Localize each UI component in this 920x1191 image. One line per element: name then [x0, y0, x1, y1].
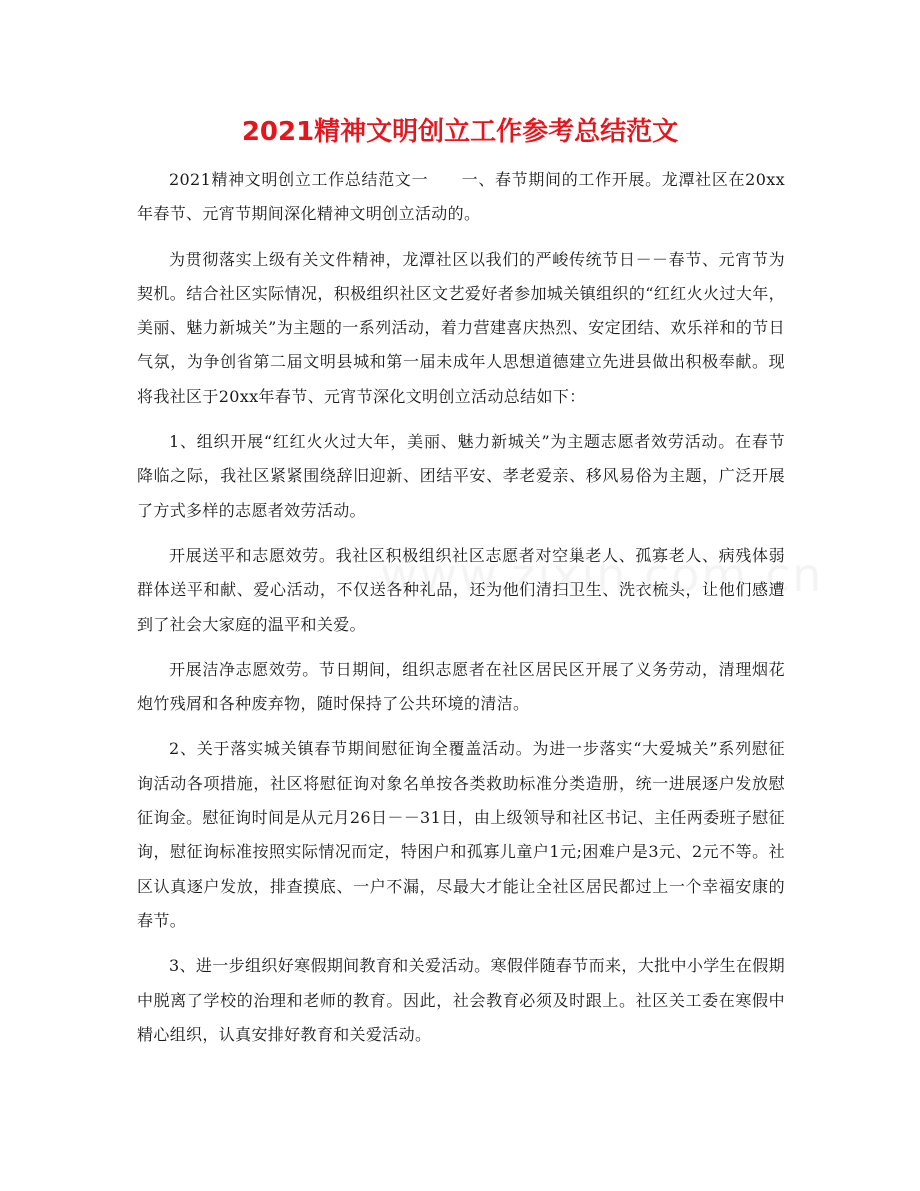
document-title: 2021精神文明创立工作参考总结范文 [241, 117, 679, 147]
document-body [137, 163, 785, 1063]
paragraph-1: 2021精神文明创立工作总结范文一 一、春节期间的工作开展。龙潭社区在20xx年春节、元宵节期间深化精神文明创立活动的。 [137, 170, 785, 224]
paragraph-7: 3、进一步组织好寒假期间教育和关爱活动。寒假伴随春节而来，大批中小学生在假期中脱离了学校的治理和老师的教育。因此，社会教育必须及时跟上。社区关工委在寒假中精心组织，认真安排好教育和关爱活动。 [137, 956, 785, 1044]
paragraph-6: 2、关于落实城关镇春节期间慰征询全覆盖活动。为进一步落实“大爱城关”系列慰征询活动各项措施，社区将慰征询对象名单按各类救助标准分类造册，统一进展逐户发放慰征询金。慰征询时间是从元月26日－－31日，由上级领导和社区书记、主任两委班子慰征询，慰征询标准按照实际情况而定，特困户和孤寡儿童户1元;困难户是3元、2元不等。社区认真逐户发放，排查摸底、一户不漏，尽最大才能让全社区居民都过上一个幸福安康的春节。 [137, 739, 785, 930]
paragraph-2: 为贯彻落实上级有关文件精神，龙潭社区以我们的严峻传统节日－－春节、元宵节为契机。结合社区实际情况，积极组织社区文艺爱好者参加城关镇组织的“红红火火过大年，美丽、魅力新城关”为主题的一系列活动，着力营建喜庆热烈、安定团结、欢乐祥和的节日气氛，为争创省第二届文明县城和第一届未成年人思想道德建立先进县做出积极奉献。现将我社区于20xx年春节、元宵节深化文明创立活动总结如下： [137, 249, 785, 406]
paragraph-3: 1、组织开展“红红火火过大年，美丽、魅力新城关”为主题志愿者效劳活动。在春节降临之际，我社区紧紧围绕辞旧迎新、团结平安、孝老爱亲、移风易俗为主题，广泛开展了方式多样的志愿者效劳活动。 [137, 432, 785, 520]
paragraph-4: 开展送平和志愿效劳。我社区积极组织社区志愿者对空巢老人、孤寡老人、病残体弱群体送平和献、爱心活动，不仅送各种礼品，还为他们清扫卫生、洗衣梳头，让他们感遭到了社会大家庭的温平和关爱。 [137, 545, 785, 634]
paragraph-5: 开展洁净志愿效劳。节日期间，组织志愿者在社区居民区开展了义务劳动，清理烟花炮竹残屑和各种废弃物，随时保持了公共环境的清洁。 [137, 659, 785, 714]
